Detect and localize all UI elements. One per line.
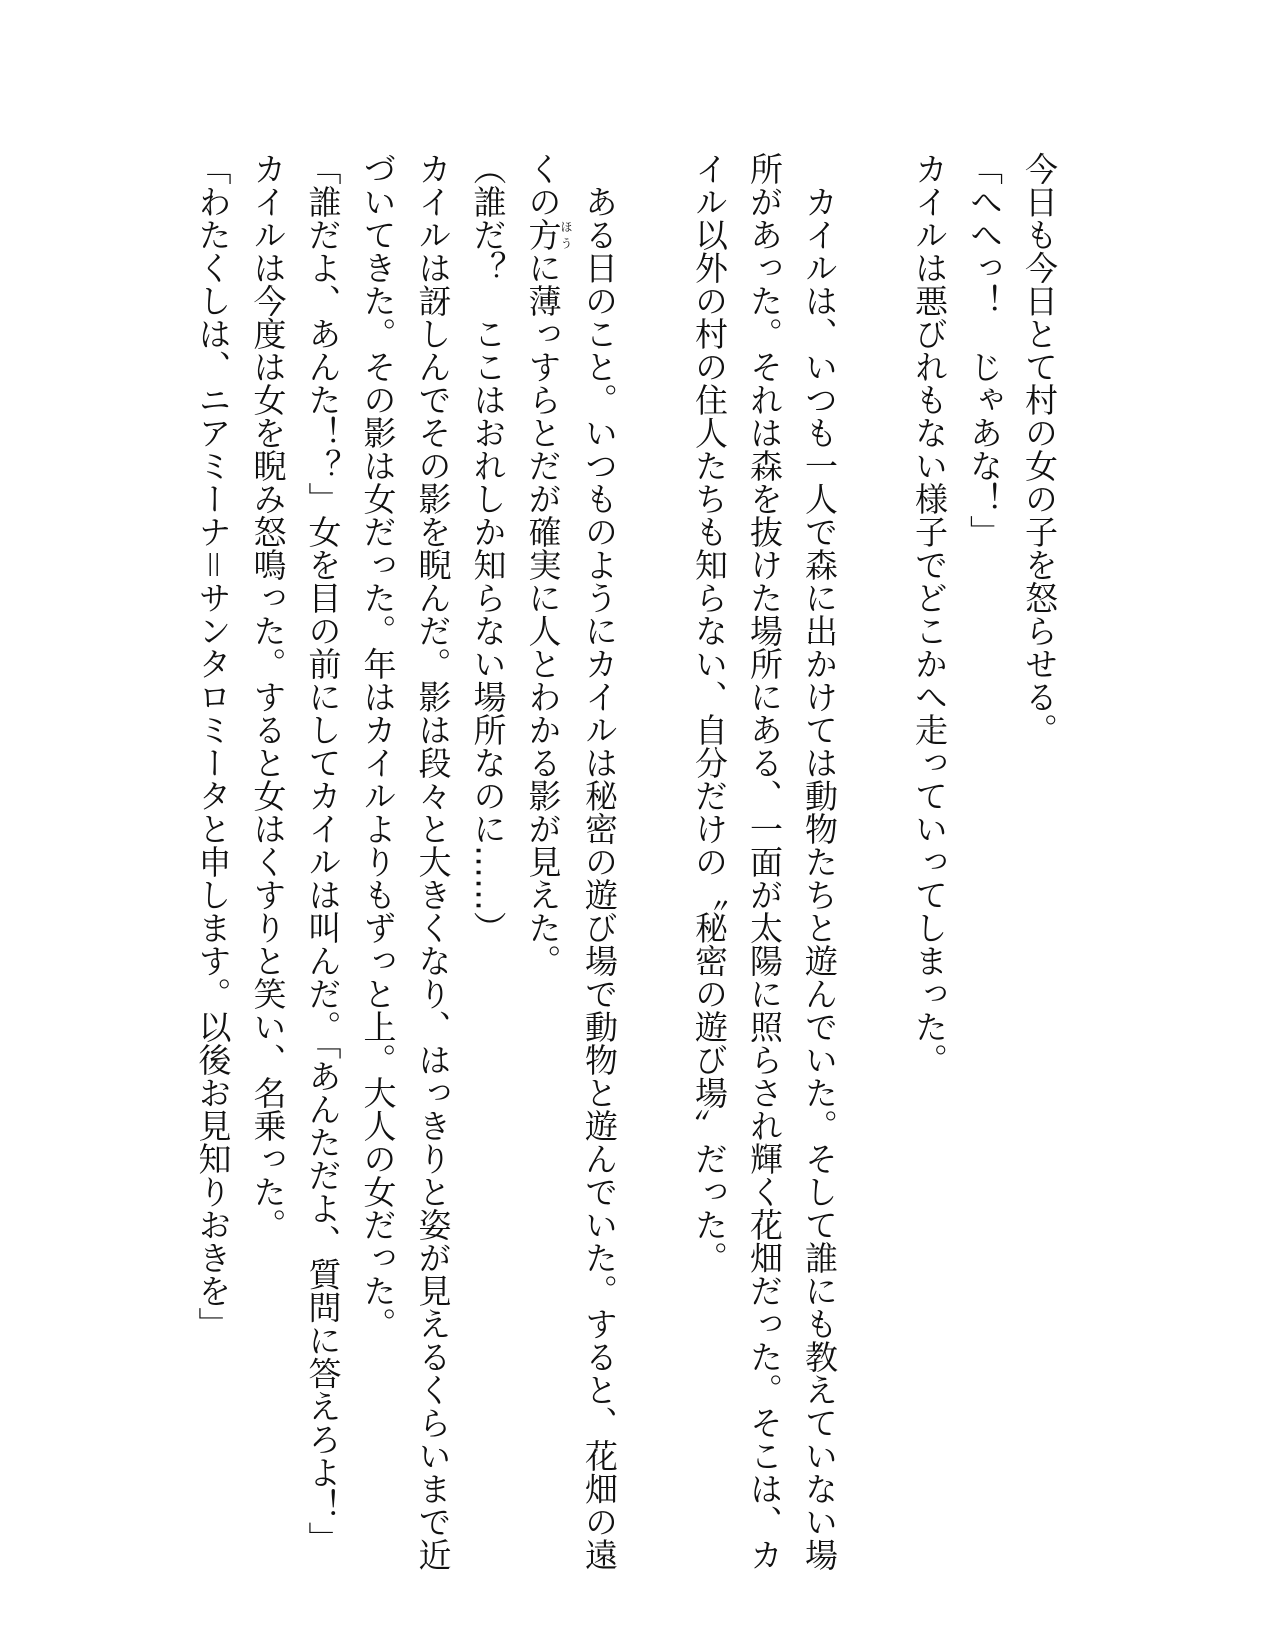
text-line-11: （誰だ？ ここはおれしか知らない場所なのに……） — [468, 152, 508, 944]
ruby-base: 方 — [523, 218, 563, 251]
text-line-15: カイルは今度は女を睨み怒鳴った。すると女はくすりと笑い、名乗った。 — [248, 152, 288, 1241]
text-line-1: 今日も今日とて村の女の子を怒らせる。 — [1020, 152, 1059, 746]
blank-line — [847, 152, 902, 1442]
text-line-6: 所があった。それは森を抜けた場所にある、一面が太陽に照らされ輝く花畑だった。そこは、カ — [745, 152, 784, 1571]
ruby-line-after: に薄っすらとだが確実に人とわかる影が見えた。 — [523, 251, 563, 977]
text-line-12: カイルは訝しんでその影を睨んだ。影は段々と大きくなり、はっきりと姿が見えるくらいまで近 — [413, 152, 453, 1571]
text-line-10-with-ruby — [516, 152, 573, 1442]
vertical-text-body — [186, 152, 1068, 1571]
text-line-5: カイルは、いつも一人で森に出かけては動物たちと遊んでいた。そして誰にも教えていない場 — [800, 152, 839, 1571]
text-line-14: 「誰だよ、あんた！？」女を目の前にしてカイルは叫んだ。「あんただよ、質問に答えろよ！」 — [303, 152, 343, 1555]
text-line-2: 「へへっ！ じゃあな！」 — [965, 152, 1004, 548]
text-line-3: カイルは悪びれもない様子でどこかへ走っていってしまった。 — [910, 152, 949, 1076]
ruby-reading: ほう — [559, 218, 573, 251]
text-line-9: ある日のこと。いつものようにカイルは秘密の遊び場で動物と遊んでいた。すると、花畑の遠 — [580, 152, 619, 1571]
ruby-line-before: くの — [523, 152, 563, 218]
text-line-7: イル以外の村の住人たちも知らない、自分だけの〝秘密の遊び場〟だった。 — [690, 152, 729, 1274]
blank-line — [627, 152, 682, 1442]
text-line-13: づいてきた。その影は女だった。年はカイルよりもずっと上。大人の女だった。 — [358, 152, 398, 1340]
text-line-16: 「わたくしは、ニアミーナ＝サンタロミータと申します。以後お見知りおきを」 — [193, 152, 233, 1340]
furigana-ruby — [523, 218, 573, 251]
